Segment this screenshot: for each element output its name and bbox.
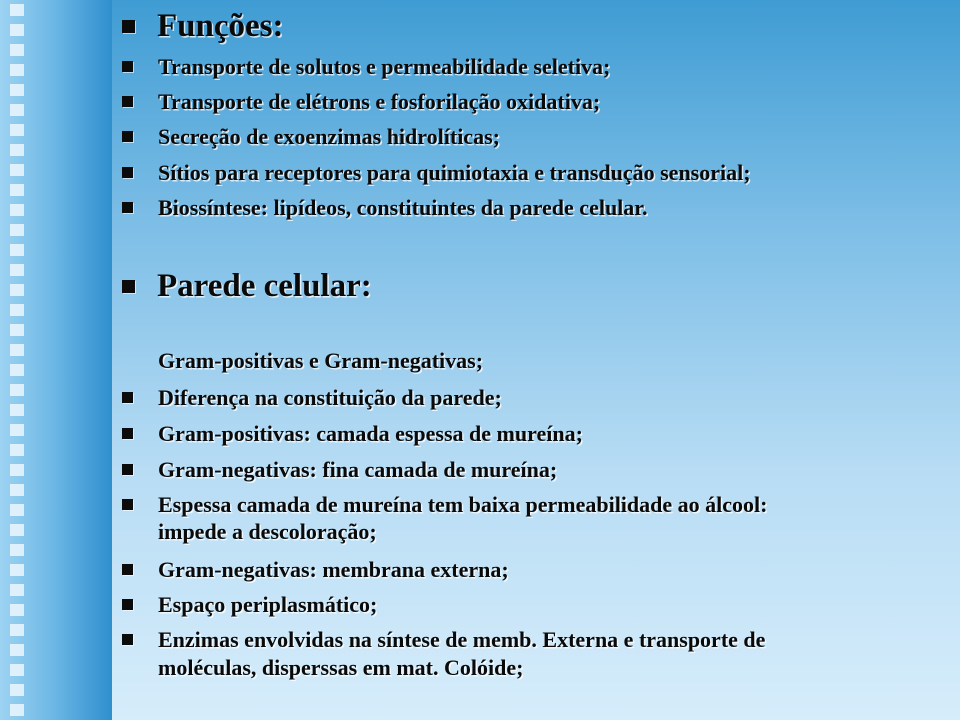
bullet-square-icon [122, 599, 133, 610]
list-item: Gram-negativas: fina camada de mureína; [122, 457, 557, 482]
list-item: Gram-positivas: camada espessa de mureína; [122, 421, 583, 446]
bullet-square-icon [122, 392, 133, 403]
bullet-square-icon [122, 464, 133, 475]
bullet-square-icon [122, 202, 133, 213]
bullet-square-icon [122, 428, 133, 439]
bullet-square-icon [122, 564, 133, 575]
list-item: Secreção de exoenzimas hidrolíticas; [122, 124, 500, 149]
list-item: Diferença na constituição da parede; [122, 385, 502, 410]
list-item: Enzimas envolvidas na síntese de memb. Externa e transporte de [122, 627, 765, 652]
list-item: Espaço periplasmático; [122, 592, 377, 617]
list-item: Gram-negativas: membrana externa; [122, 557, 509, 582]
bullet-square-icon [122, 61, 133, 72]
bullet-square-icon [122, 634, 133, 645]
decorative-square-pattern [10, 4, 24, 716]
heading-funcoes: Funções: [122, 8, 284, 44]
list-item: Espessa camada de mureína tem baixa permeabilidade ao álcool: [122, 492, 767, 517]
list-item: Transporte de elétrons e fosforilação oxidativa; [122, 89, 600, 114]
bullet-square-icon [122, 167, 133, 178]
list-item-continuation: impede a descoloração; [158, 519, 377, 544]
bullet-square-icon [122, 499, 133, 510]
list-item: Transporte de solutos e permeabilidade seletiva; [122, 54, 610, 79]
bullet-square-icon [122, 131, 133, 142]
decorative-side-strip [0, 0, 112, 720]
list-item: Biossíntese: lipídeos, constituintes da parede celular. [122, 195, 648, 220]
list-item-continuation: moléculas, disperssas em mat. Colóide; [158, 655, 524, 680]
bullet-square-icon [122, 280, 135, 293]
bullet-square-icon [122, 20, 135, 33]
intro-line: Gram-positivas e Gram-negativas; [158, 348, 484, 373]
bullet-square-icon [122, 96, 133, 107]
slide-content [122, 0, 942, 720]
list-item: Sítios para receptores para quimiotaxia e transdução sensorial; [122, 160, 751, 185]
heading-parede-celular: Parede celular: [122, 268, 372, 304]
